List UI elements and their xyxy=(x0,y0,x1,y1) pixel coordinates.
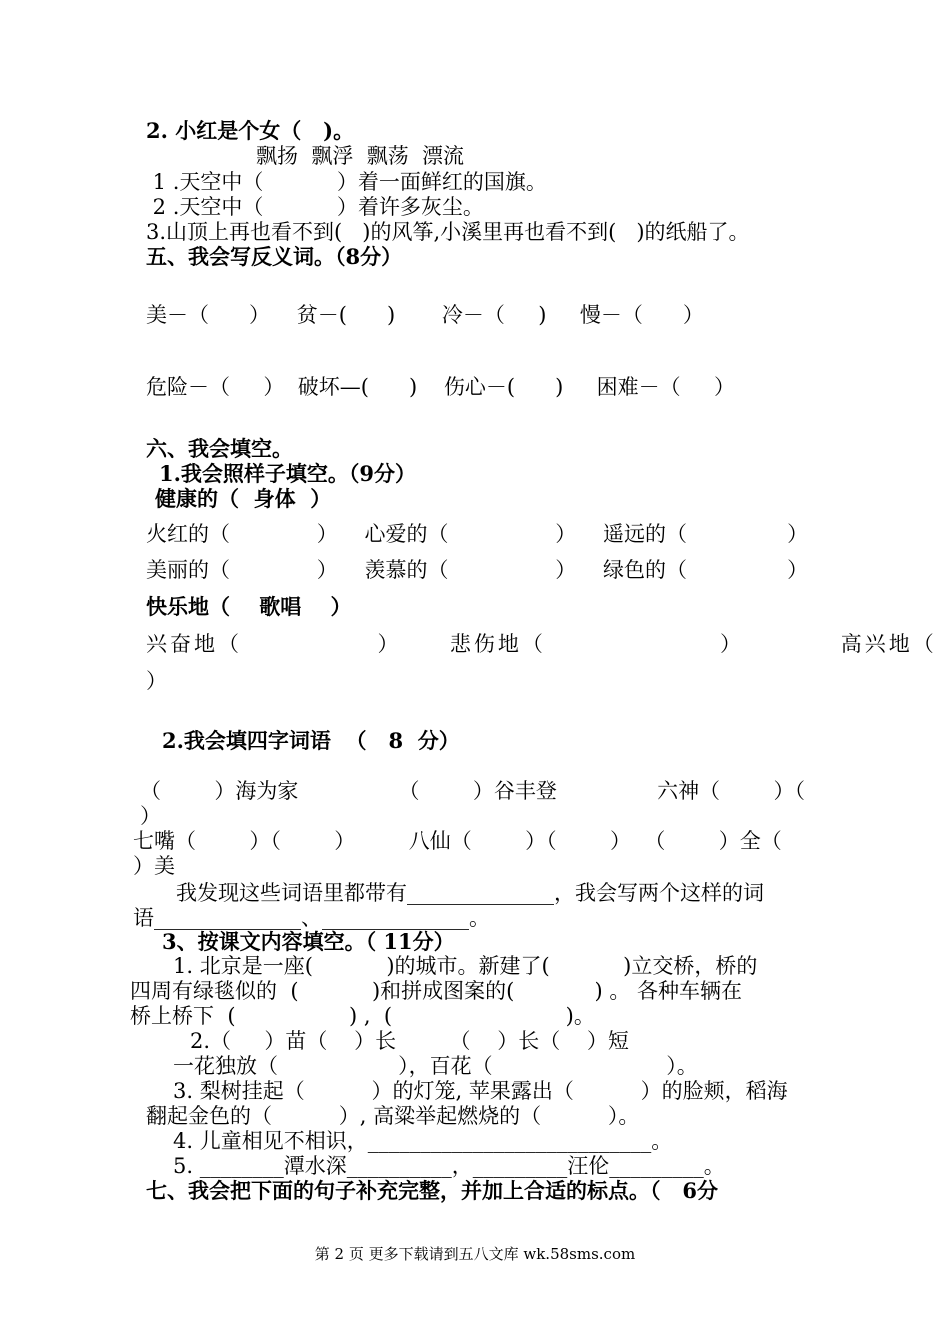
q4-sentence-1: 1 .天空中（ ）着一面鲜红的国旗。 xyxy=(146,170,547,194)
fill-row-3-wrap: ） xyxy=(146,669,167,693)
fill-row-1: 火红的（ ） 心爱的（ ） 遥远的（ ） xyxy=(146,522,809,546)
text-fill-2b: 一花独放（ ），百花（ ）。 xyxy=(173,1054,698,1078)
example-happy: 快乐地（ 歌唱 ） xyxy=(146,594,352,619)
idiom-row-2: 七嘴（ ）（ ） 八仙（ ）（ ） （ ）全（ xyxy=(133,829,782,853)
fill-row-3: 兴奋地（ ） 悲伤地（ ） 高兴地（ xyxy=(146,632,937,656)
text-fill-2a: 2.（ ）苗（ ）长 （ ）长（ ）短 xyxy=(190,1029,629,1053)
text-fill-1b: 四周有绿毯似的 ( )和拼成图案的( ) 。 各种车辆在 xyxy=(130,979,743,1003)
section7-title: 七、我会把下面的句子补充完整，并加上合适的标点。（ 6分 xyxy=(146,1178,719,1203)
text-fill-1c: 桥上桥下 ( ) , ( )。 xyxy=(130,1004,595,1028)
section5-title: 五、我会写反义词。（8分） xyxy=(146,244,403,269)
q3-title: 3、按课文内容填空。（ 11分） xyxy=(162,929,455,954)
text-fill-3a: 3. 梨树挂起（ ）的灯笼, 苹果露出（ ）的脸颊，稻海 xyxy=(173,1079,788,1103)
discover-line-2: 语______________、______________。 xyxy=(133,906,490,930)
text-fill-3b: 翻起金色的（ ）, 高粱举起燃烧的（ ）。 xyxy=(146,1104,640,1128)
discover-line-1: 我发现这些词语里都带有______________，我会写两个这样的词 xyxy=(176,881,764,905)
example-healthy: 健康的（ 身体 ） xyxy=(155,486,332,511)
text-fill-5: 5. ________潭水深__________，_________汪伦_________。 xyxy=(173,1154,725,1178)
idiom-row-1-wrap: ） xyxy=(140,804,161,828)
q1-title: 1.我会照样子填空。（9分） xyxy=(159,461,417,486)
idiom-row-2-wrap: ）美 xyxy=(133,854,175,878)
q4-sentence-2: 2 .天空中（ ）着许多灰尘。 xyxy=(146,195,484,219)
antonym-row-2: 危险－（ ） 破坏—( ) 伤心－( ) 困难－（ ） xyxy=(146,375,736,399)
idiom-row-1: （ ）海为家 （ ）谷丰登 六神（ ）（ xyxy=(140,779,805,803)
q2-title: 2.我会填四字词语 （ 8 分） xyxy=(162,728,460,753)
q4-word-options: 飘扬 飘浮 飘荡 漂流 xyxy=(256,144,465,168)
section6-title: 六、我会填空。 xyxy=(146,436,293,461)
text-fill-4: 4. 儿童相见不相识，___________________________。 xyxy=(173,1129,673,1153)
page-footer: 第 2 页 更多下载请到五八文库 wk.58sms.com xyxy=(314,1245,636,1263)
text-fill-1a: 1. 北京是一座( )的城市。新建了( )立交桥，桥的 xyxy=(173,954,758,978)
antonym-row-1: 美－（ ） 贫－( ) 冷－（ ) 慢－（ ） xyxy=(146,303,704,327)
fill-row-2: 美丽的（ ） 羡慕的（ ） 绿色的（ ） xyxy=(146,558,809,582)
q4-item2: 2. 小红是个女（ )。 xyxy=(146,118,355,143)
q4-sentence-3: 3.山顶上再也看不到( )的风筝,小溪里再也看不到( )的纸船了。 xyxy=(146,220,750,244)
